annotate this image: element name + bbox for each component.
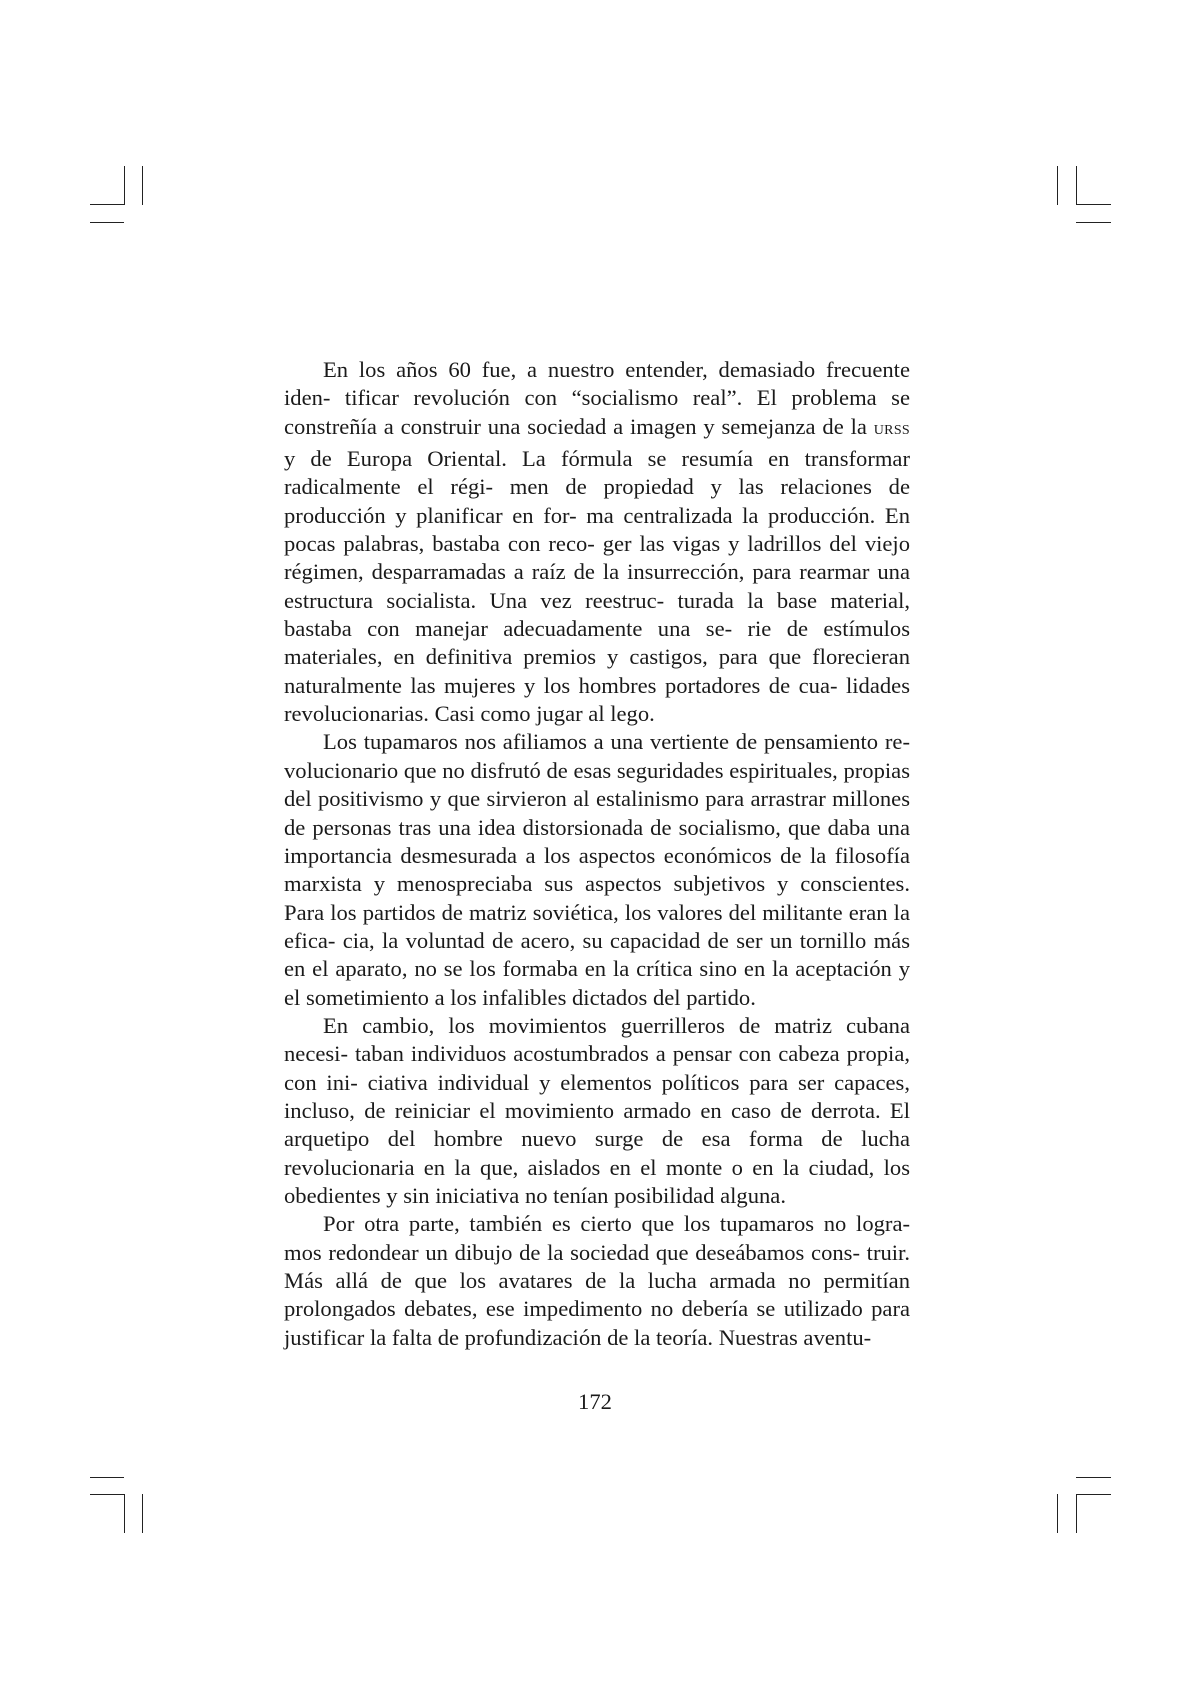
abbreviation-urss: URSS [873, 422, 910, 438]
crop-mark-top-right-vertical-2 [1076, 166, 1077, 205]
body-text [284, 356, 910, 1352]
crop-mark-bottom-left-vertical-2 [142, 1494, 143, 1533]
paragraph-text: En los años 60 fue, a nuestro entender, demasiado frecuente iden- tificar revolución con “socialismo real”. El problema se constreñía a construir una sociedad a imagen y semejanza de la [284, 357, 910, 439]
crop-mark-top-right-trim [1076, 222, 1111, 223]
crop-mark-bottom-left-horizontal [90, 1494, 124, 1495]
paragraph: Por otra parte, también es cierto que los tupamaros no logra- mos redondear un dibujo de la sociedad que deseábamos cons- truir. Más allá de que los avatares de la lucha armada no permitían prolongados debates, ese impedimento no debería se utilizado para justificar la falta de profundización de la teoría. Nuestras aventu- [284, 1211, 910, 1350]
paragraph-text: y de Europa Oriental. La fórmula se resumía en transformar radicalmente el régi- men de propiedad y las relaciones de producción y planificar en for- ma centralizada la producción. En pocas palabras, bastaba con reco- ger las vigas y ladrillos del viejo régimen, desparramadas a raíz de la insurrección, para rearmar una estructura socialista. Una vez reestruc- turada la base material, bastaba con manejar adecuadamente una se- rie de estímulos materiales, en definitiva premios y castigos, para que florecieran naturalmente las mujeres y los hombres portadores de cua- lidades revolucionarias. Casi como jugar al lego. [284, 446, 910, 727]
page-number: 172 [578, 1389, 612, 1414]
crop-mark-top-right-horizontal [1076, 204, 1111, 205]
crop-mark-bottom-right-vertical-1 [1057, 1494, 1058, 1533]
crop-mark-bottom-left-trim [90, 1477, 124, 1478]
paragraph [284, 356, 910, 728]
crop-mark-bottom-left-vertical-1 [124, 1494, 125, 1533]
crop-mark-bottom-right-horizontal [1076, 1494, 1111, 1495]
crop-mark-top-left-trim [90, 222, 124, 223]
crop-mark-bottom-right-vertical-2 [1076, 1494, 1077, 1533]
crop-mark-top-left-vertical-1 [124, 166, 125, 205]
paragraph: Los tupamaros nos afiliamos a una vertiente de pensamiento re- volucionario que no disfrutó de esas seguridades espirituales, propias del positivismo y que sirvieron al estalinismo para arrastrar millones de personas tras una idea distorsionada de socialismo, que daba una importancia desmesurada a los aspectos económicos de la filosofía marxista y menospreciaba sus aspectos subjetivos y conscientes. Para los partidos de matriz soviética, los valores del militante eran la efica- cia, la voluntad de acero, su capacidad de ser un tornillo más en el aparato, no se los formaba en la crítica sino en la aceptación y el sometimiento a los infalibles dictados del partido. [284, 729, 910, 1010]
crop-mark-top-left-horizontal [90, 204, 124, 205]
crop-mark-bottom-right-trim [1076, 1477, 1111, 1478]
crop-mark-top-left-vertical-2 [142, 166, 143, 205]
crop-mark-top-right-vertical-1 [1057, 166, 1058, 205]
paragraph: En cambio, los movimientos guerrilleros de matriz cubana necesi- taban individuos acostumbrados a pensar con cabeza propia, con ini- ciativa individual y elementos políticos para ser capaces, incluso, de reiniciar el movimiento armado en caso de derrota. El arquetipo del hombre nuevo surge de esa forma de lucha revolucionaria en la que, aislados en el monte o en la ciudad, los obedientes y sin iniciativa no tenían posibilidad alguna. [284, 1012, 910, 1208]
